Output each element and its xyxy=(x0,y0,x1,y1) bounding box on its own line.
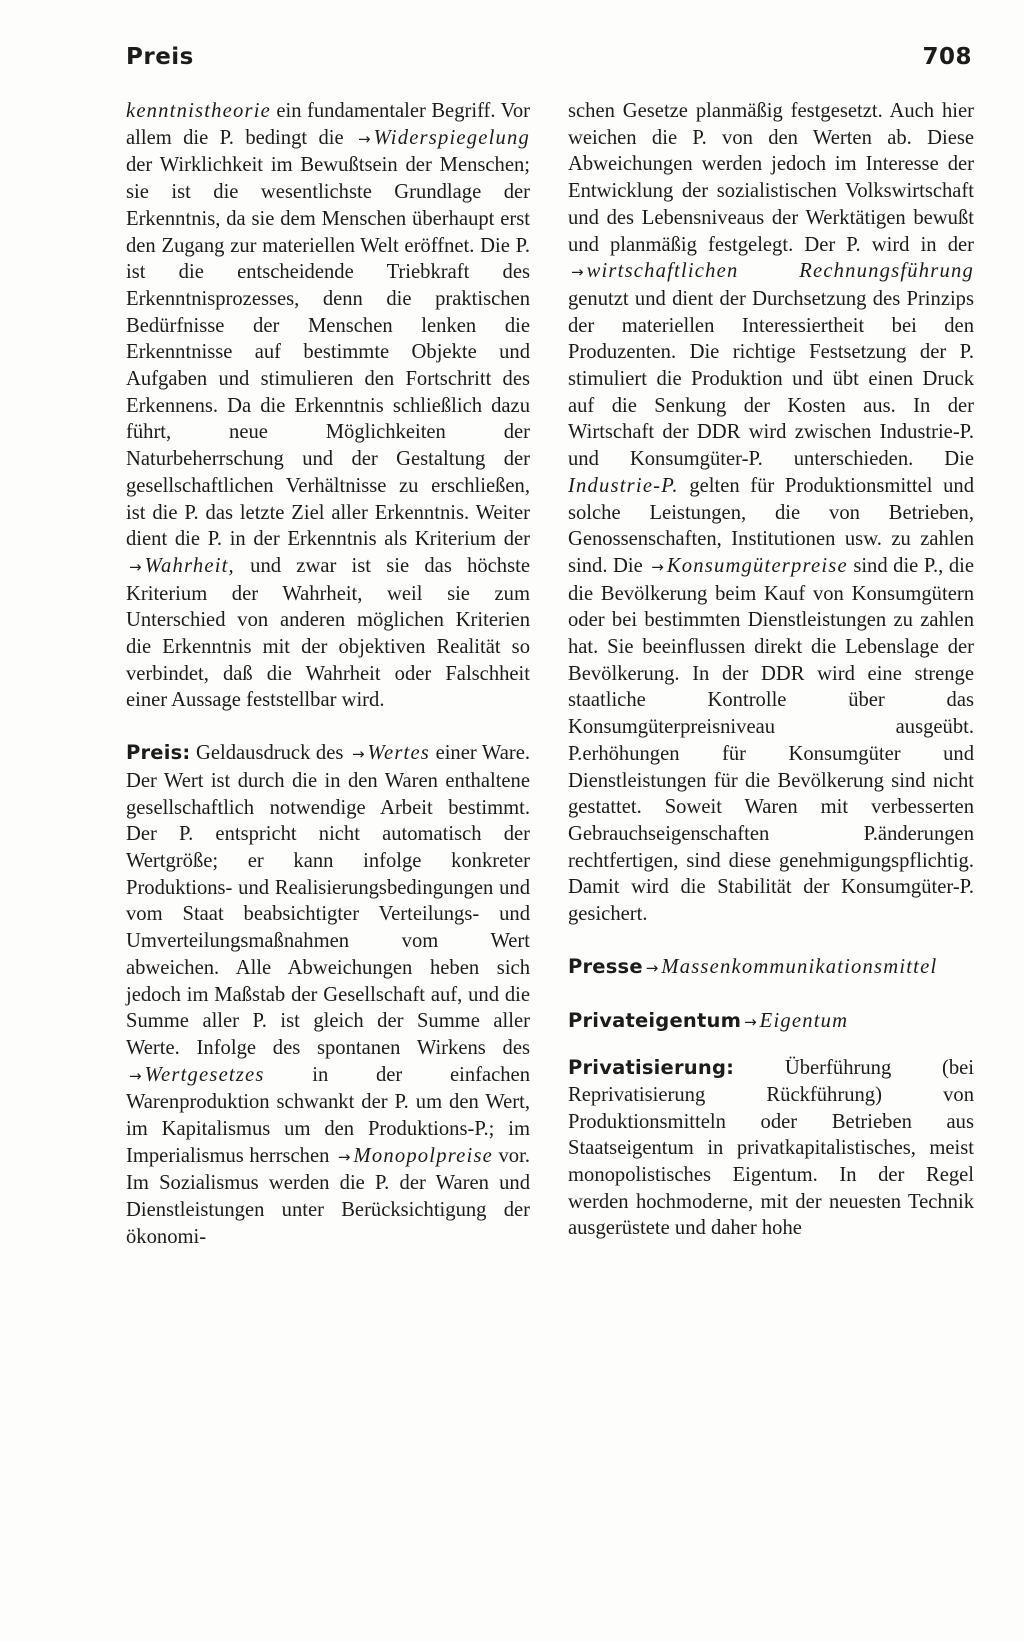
entry-text: gelten für Produktionsmittel und solche Leistungen, die von Betrieben, Genossenschaften, Institutionen usw. zu zahlen sind. Die xyxy=(568,474,974,577)
cross-ref-arrow-icon: → xyxy=(645,958,659,977)
entry-text: genutzt und dient der Durchsetzung des Prinzips der materiellen Interessiertheit bei den Produzenten. Die richtige Festsetzung der P. stimuliert die Produktion und übt einen Druck auf die Senkung der Kosten aus. In der Wirtschaft der DDR wird zwischen Industrie-P. und Konsumgüter-P. unterschieden. Die xyxy=(568,287,974,471)
entry-privateigentum xyxy=(568,1008,974,1036)
cross-ref-erkenntnistheorie[interactable]: kenntnistheorie xyxy=(126,100,271,122)
entry-text: und zwar ist sie das höchste Kriterium der Wahrheit, weil sie zum Unterschied von anderen möglichen Kriterien die Erkenntnis mit der objektiven Realität so verbindet, daß die Wahrheit oder Falschheit einer Aussage feststellbar wird. xyxy=(126,554,530,712)
cross-ref-arrow-icon: → xyxy=(129,1066,142,1085)
headword-preis: Preis: xyxy=(126,741,191,765)
headword-privatisierung: Privatisierung: xyxy=(568,1056,735,1080)
entry-text: Geldausdruck des xyxy=(190,742,349,765)
entry-text: Überführung (bei Reprivatisierung Rückführung) von Produktionsmitteln oder Betrieben aus Staatseigentum in privatkapitalistisches, meist monopolistisches Eigentum. In der Regel werden hochmoderne, mit der neuesten Technik ausgerüstete und daher hohe xyxy=(568,1057,974,1240)
cross-ref-widerspiegelung[interactable]: Widerspiegelung xyxy=(373,126,530,149)
entry-text: sind die P., die die Bevölkerung beim Kauf von Konsumgütern oder bei bestimmten Dienstleistungen zu zahlen hat. Sie beeinflussen direkt die Lebenslage der Bevölkerung. In der DDR wird eine strenge staatliche Kontrolle über das Konsumgüterpreisniveau ausgeübt. P.erhöhungen für Konsumgüter und Dienstleistungen für die Bevölkerung sind nicht gestattet. Soweit Waren mit verbesserten Gebrauchseigenschaften P.änderungen rechtfertigen, sind diese genehmigungspflichtig. Damit wird die Stabilität der Konsumgüter-P. gesichert. xyxy=(568,554,974,926)
entry-presse xyxy=(568,954,974,982)
entry-text: schen Gesetze planmäßig festgesetzt. Auch hier weichen die P. von den Werten ab. Diese Abweichungen werden jedoch im Interesse der Entwicklung der sozialistischen Volkswirtschaft und des Lebensniveaus der Werktätigen bewußt und planmäßig festgelegt. Der P. wird in der xyxy=(568,100,974,256)
cross-ref-arrow-icon: → xyxy=(337,1147,351,1166)
entry-text: ein fundamentaler Begriff. Vor allem die P. bedingt die xyxy=(126,100,530,149)
entry-privatisierung xyxy=(568,1055,974,1242)
cross-ref-wertes[interactable]: Wertes xyxy=(367,742,431,765)
cross-ref-wirtschaftliche-rechnungsfuehrung[interactable]: wirtschaftlichen Rechnungsführung xyxy=(586,260,974,283)
entry-preis-continued xyxy=(568,98,974,928)
entry-text: in der einfachen Warenproduktion schwankt der P. um den Wert, im Kapitalismus um den Produktions-P.; im Imperialismus herrschen xyxy=(126,1063,530,1167)
entry-text: vor. Im Sozialismus werden die P. der Waren und Dienstleistungen unter Berücksichtigung der ökonomi- xyxy=(126,1144,530,1248)
term-industrie-p: Industrie-P. xyxy=(568,474,679,497)
entry-praxis-continued xyxy=(126,98,530,714)
page-number: 708 xyxy=(922,44,972,70)
running-head-title: Preis xyxy=(126,44,194,70)
cross-ref-massenkommunikationsmittel[interactable]: Massenkommunikationsmittel xyxy=(661,955,938,978)
cross-ref-arrow-icon: → xyxy=(351,745,365,764)
cross-ref-eigentum[interactable]: Eigentum xyxy=(759,1009,849,1032)
entry-text: einer Ware. Der Wert ist durch die in den Waren enthaltene gesellschaftlich notwendige Arbeit bestimmt. Der P. entspricht nicht automatisch der Wertgröße; er kann infolge konkreter Produktions- und Realisierungsbedingungen und vom Staat beabsichtigter Verteilungs- und Umverteilungsmaßnahmen vom Wert abweichen. Alle Abweichungen heben sich jedoch im Maßstab der Gesellschaft auf, und die Summe aller P. ist gleich der Summe aller Werte. Infolge des spontanen Wirkens des xyxy=(126,742,530,1059)
cross-ref-konsumgueterpreise[interactable]: Konsumgüterpreise xyxy=(666,554,848,577)
cross-ref-arrow-icon: → xyxy=(358,129,371,148)
headword-privateigentum: Privateigentum xyxy=(568,1008,742,1032)
cross-ref-arrow-icon: → xyxy=(651,557,664,576)
cross-ref-wahrheit[interactable]: Wahrheit, xyxy=(144,554,235,577)
entry-text: der Wirklichkeit im Bewußtsein der Menschen; sie ist die wesentlichste Grundlage der Erkenntnis, da sie dem Menschen überhaupt erst den Zugang zur materiellen Welt eröffnet. Die P. ist die entscheidende Triebkraft des Erkenntnisprozesses, denn die praktischen Bedürfnisse der Menschen lenken die Erkenntnisse auf bestimmte Objekte und Aufgaben und stimulieren den Fortschritt des Erkennens. Da die Erkenntnis schließlich dazu führt, neue Möglichkeiten der Naturbeherrschung und der Gestaltung der gesellschaftlichen Verhältnisse zu erschließen, ist die P. das letzte Ziel aller Erkenntnis. Weiter dient die P. in der Erkenntnis als Kriterium der xyxy=(126,154,530,551)
entry-preis xyxy=(126,740,530,1250)
headword-presse: Presse xyxy=(568,954,643,978)
cross-ref-wertgesetzes[interactable]: Wertgesetzes xyxy=(144,1063,265,1086)
cross-ref-arrow-icon: → xyxy=(571,263,584,282)
right-column xyxy=(568,98,974,1242)
left-column xyxy=(126,98,530,1251)
cross-ref-arrow-icon: → xyxy=(129,557,142,576)
cross-ref-monopolpreise[interactable]: Monopolpreise xyxy=(353,1144,493,1167)
cross-ref-arrow-icon: → xyxy=(744,1012,757,1031)
